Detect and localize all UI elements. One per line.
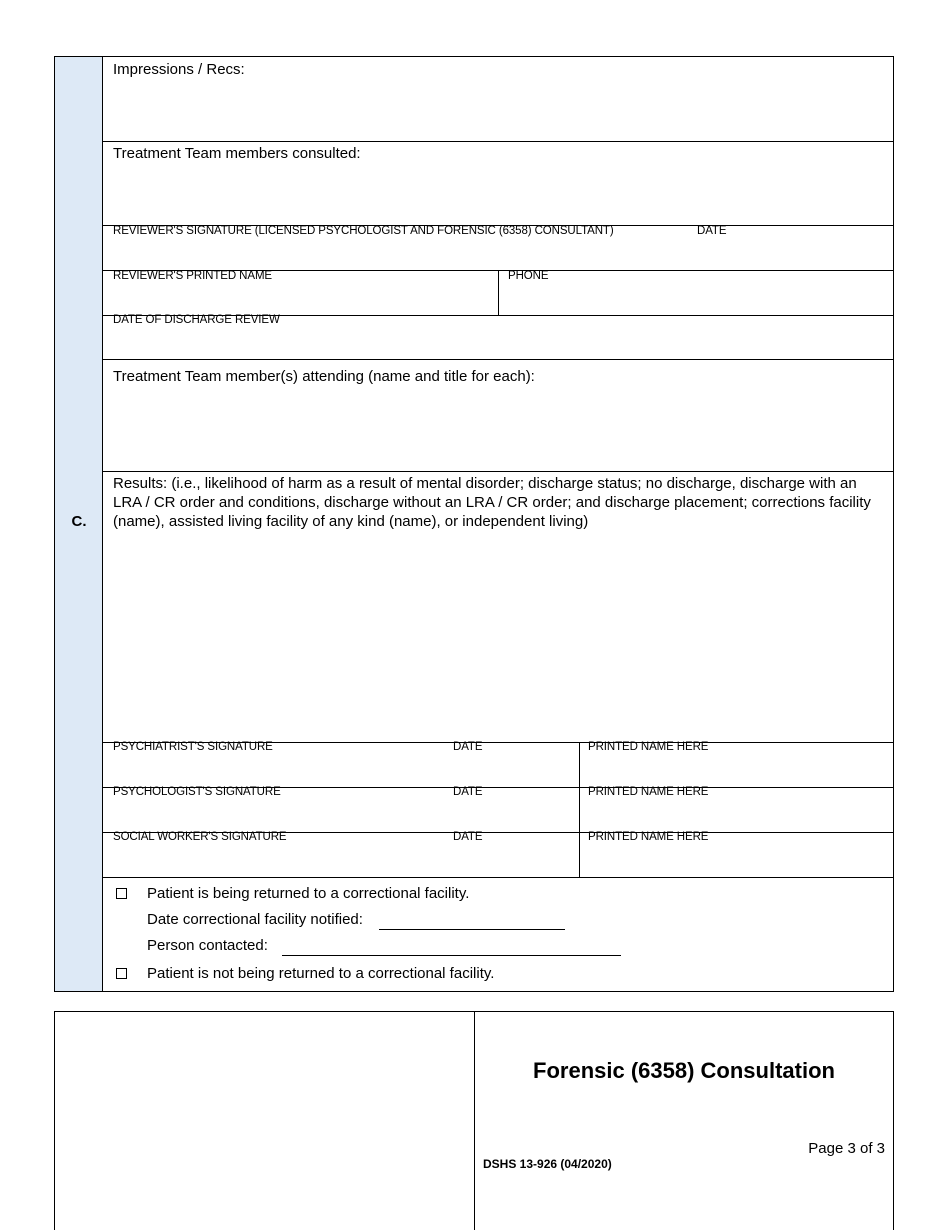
form-footer <box>54 1011 894 1230</box>
psychiatrist-signature-label: PSYCHIATRIST'S SIGNATURE <box>113 741 273 753</box>
divider <box>474 1012 475 1230</box>
psychiatrist-printed-name-label: PRINTED NAME HERE <box>588 741 709 753</box>
psychologist-date-label: DATE <box>453 786 483 798</box>
page-number: Page 3 of 3 <box>808 1140 885 1157</box>
reviewer-date-label: DATE <box>697 225 727 237</box>
not-returned-to-facility-label: Patient is not being returned to a correctional facility. <box>147 965 495 982</box>
returned-to-facility-checkbox[interactable] <box>116 888 127 899</box>
team-attending-label: Treatment Team member(s) attending (name and title for each): <box>113 368 535 385</box>
section-sidebar <box>55 57 103 991</box>
reviewer-signature-label: REVIEWER'S SIGNATURE (LICENSED PSYCHOLOGIST AND FORENSIC (6358) CONSULTANT) <box>113 225 614 237</box>
psychologist-signature-label: PSYCHOLOGIST'S SIGNATURE <box>113 786 281 798</box>
social-worker-date-label: DATE <box>453 831 483 843</box>
form-title: Forensic (6358) Consultation <box>533 1058 835 1083</box>
impressions-label: Impressions / Recs: <box>113 61 245 78</box>
divider <box>103 141 893 142</box>
phone-label: PHONE <box>508 270 549 282</box>
social-worker-signature-label: SOCIAL WORKER'S SIGNATURE <box>113 831 287 843</box>
divider <box>103 359 893 360</box>
date-notified-label: Date correctional facility notified: <box>147 911 363 928</box>
form-number: DSHS 13-926 (04/2020) <box>483 1157 612 1171</box>
person-contacted-label: Person contacted: <box>147 937 268 954</box>
psychologist-printed-name-label: PRINTED NAME HERE <box>588 786 709 798</box>
person-contacted-field[interactable] <box>282 939 621 956</box>
discharge-review-date-label: DATE OF DISCHARGE REVIEW <box>113 314 280 326</box>
divider <box>103 877 893 878</box>
divider <box>498 270 499 315</box>
social-worker-printed-name-label: PRINTED NAME HERE <box>588 831 709 843</box>
not-returned-to-facility-checkbox[interactable] <box>116 968 127 979</box>
team-consulted-label: Treatment Team members consulted: <box>113 145 361 162</box>
returned-to-facility-label: Patient is being returned to a correctional facility. <box>147 885 470 902</box>
reviewer-printed-name-label: REVIEWER'S PRINTED NAME <box>113 270 272 282</box>
divider <box>103 471 893 472</box>
consultation-form-section <box>54 56 894 992</box>
date-notified-field[interactable] <box>379 913 565 930</box>
psychiatrist-date-label: DATE <box>453 741 483 753</box>
results-label: Results: (i.e., likelihood of harm as a result of mental disorder; discharge status; no discharge, discharge with an LRA / CR order and conditions, discharge without an LRA / CR order; and discharge placement; corrections facility (name), assisted living facility of any kind (name), or independent living) <box>113 475 871 530</box>
section-label: C. <box>71 513 87 530</box>
divider <box>579 742 580 877</box>
